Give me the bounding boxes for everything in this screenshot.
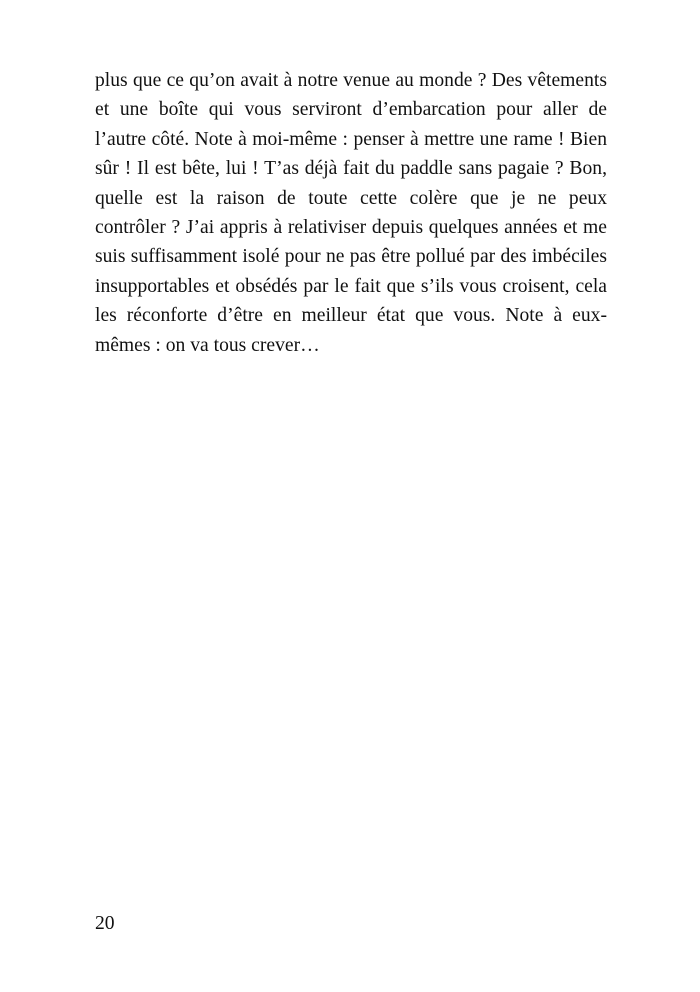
text-line: l’autre côté. Note à moi-même : penser à mettre une rame ! Bien (95, 128, 607, 150)
text-line: mêmes : on va tous crever… (95, 334, 320, 356)
text-line: sûr ! Il est bête, lui ! T’as déjà fait du paddle sans pagaie ? Bon, (95, 158, 607, 180)
text-line: suis suffisamment isolé pour ne pas être pollué par des imbéciles (95, 246, 607, 268)
text-line: contrôler ? J’ai appris à relativiser depuis quelques années et me (95, 216, 607, 238)
body-paragraph (95, 66, 607, 360)
text-line: plus que ce qu’on avait à notre venue au monde ? Des vêtements (95, 70, 607, 91)
text-line: quelle est la raison de toute cette colère que je ne peux (95, 187, 607, 209)
page-number: 20 (95, 913, 115, 934)
text-line: insupportables et obsédés par le fait que s’ils vous croisent, cela (95, 275, 607, 297)
text-line: et une boîte qui vous serviront d’embarcation pour aller de (95, 99, 607, 121)
text-line: les réconforte d’être en meilleur état que vous. Note à eux- (95, 305, 607, 327)
